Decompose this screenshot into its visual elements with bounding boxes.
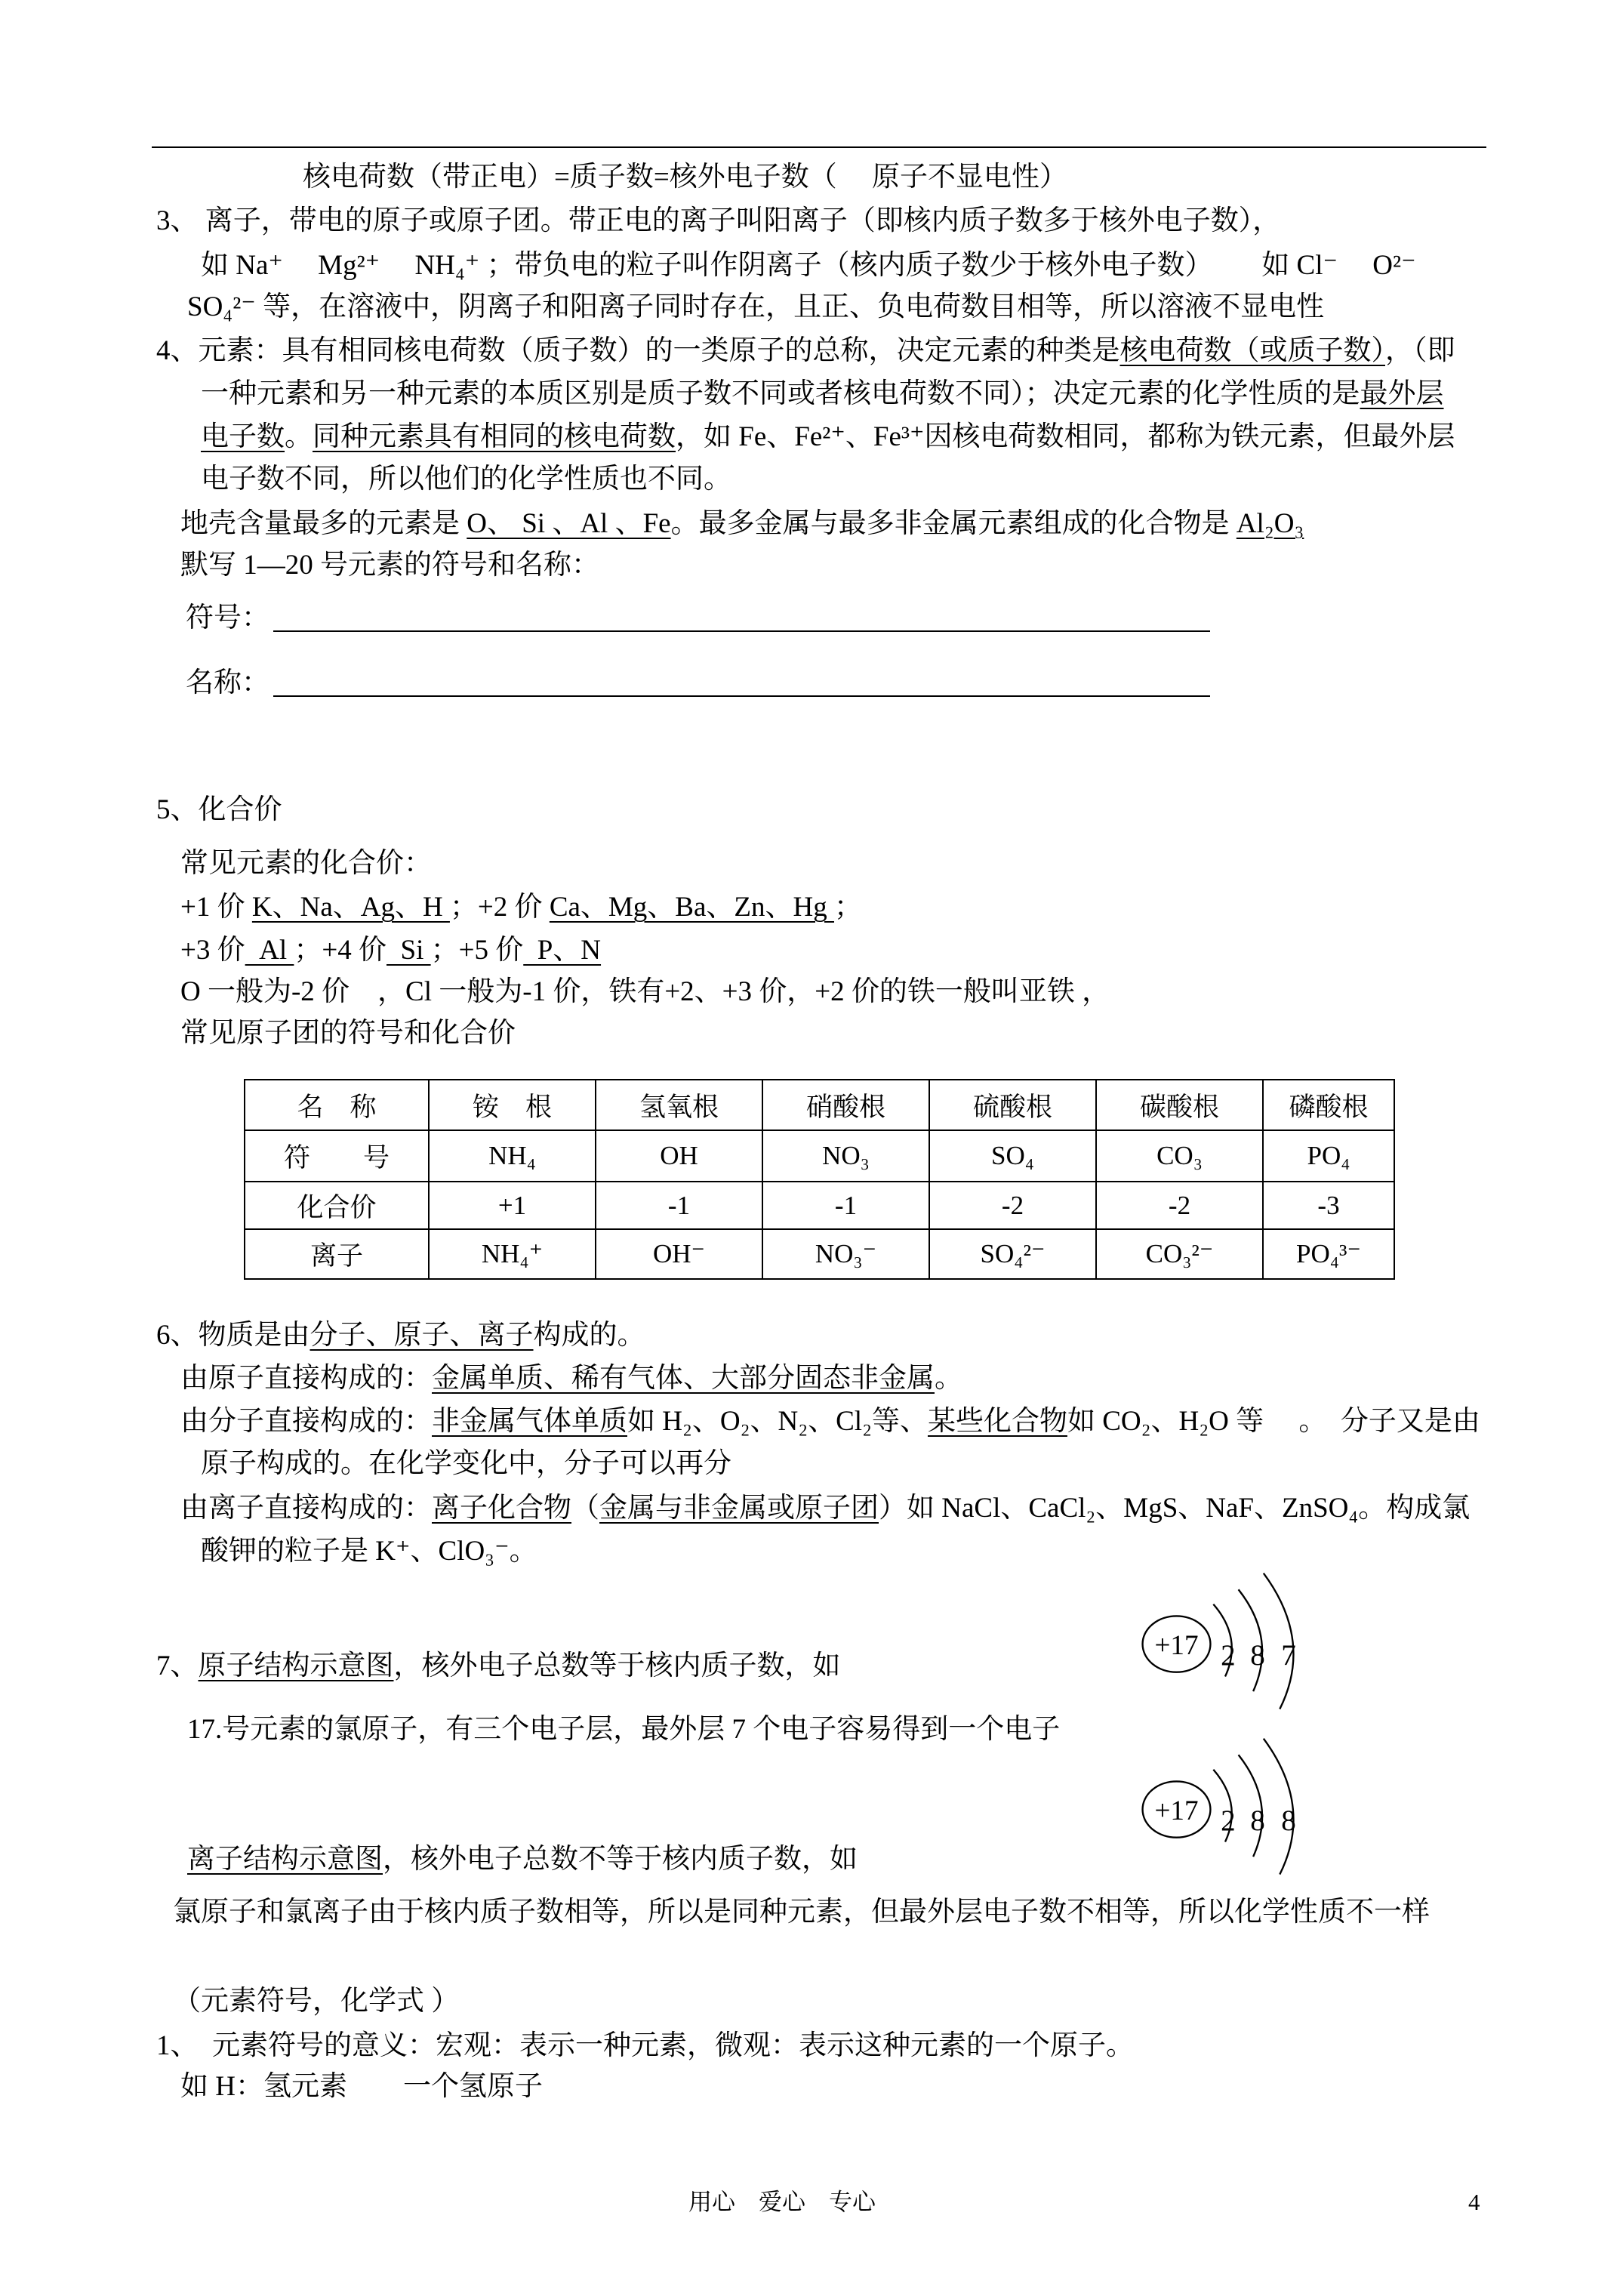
text-span: 如 CO₂、H₂O 等 。 分子又是由 [1067,1406,1480,1437]
underlined-term: K、Na、Ag、H [251,892,450,923]
text-span: 名称： [186,667,269,698]
name-fill-line [273,695,1210,697]
text-span: （ [571,1493,599,1524]
element-line-2 [201,378,1444,411]
ion-line-2 [201,249,1416,282]
ion-line-3 [187,291,1324,324]
underlined-term: 核电荷数（或质子数） [1119,335,1385,366]
element-line-3 [201,421,1455,454]
chlorine-atom-diagram [1122,1564,1329,1727]
page-number: 4 [1468,2189,1480,2215]
table-cell: SO₄²⁻ [929,1229,1096,1279]
chloride-ion-diagram [1122,1730,1329,1892]
table-cell: PO₄ [1263,1130,1394,1182]
structure-line-4 [173,1896,1430,1929]
underlined-term: Si [387,935,431,966]
valence-note [180,975,1110,1009]
text-span: ；+5 价 [430,935,524,966]
text-span: SO₄²⁻ 等，在溶液中，阴离子和阳离子同时存在，且正、负电荷数目相等，所以溶液不显电性 [187,291,1325,322]
element-line-1 [156,334,1455,368]
text-span: 如 Na⁺ Mg²⁺ NH₄⁺ ；带负电的粒子叫作阴离子（核内质子数少于核外电子数） 如 Cl⁻ O²⁻ [201,250,1416,281]
table-row-label: 符 号 [245,1130,429,1182]
text-span: 地壳含量最多的元素是 [180,508,467,539]
footer-motto: 用心 爱心 专心 [688,2189,876,2215]
shell-electron-count: 8 [1281,1804,1296,1837]
table-row-label: 化合价 [245,1182,429,1229]
text-span: ； [834,892,862,923]
table-header-cell: 硝酸根 [762,1080,929,1130]
table-row [245,1229,1394,1279]
nucleus-charge: +17 [1154,1630,1199,1662]
text-span: O 一般为-2 价 ，Cl 一般为-1 价，铁有+2、+3 价，+2 价的铁一般叫亚铁 ， [180,976,1110,1007]
underlined-term: 最外层 [1360,378,1444,409]
symbols-line-1 [156,2029,1134,2063]
text-span: 7、 [156,1650,199,1681]
text-span: 3、 离子，带电的原子或原子团。带正电的离子叫阳离子（即核内质子数多于核外电子数）， [156,205,1281,236]
valence-line-2 [180,934,601,967]
text-span: ；+2 价 [449,892,550,923]
table-cell: -1 [596,1182,762,1229]
structure-line-1 [156,1650,841,1683]
underlined-term: 金属与非金属或原子团 [599,1493,879,1524]
structure-line-3 [187,1843,858,1876]
table-row [245,1130,1394,1182]
table-row-label: 离子 [245,1229,429,1279]
text-span: 17.号元素的氯原子，有三个电子层，最外层 7 个电子容易得到一个电子 [187,1714,1061,1745]
underlined-term: 非金属气体单质 [432,1406,627,1437]
underlined-term: 离子结构示意图 [187,1844,383,1875]
shell-electron-count: 7 [1281,1638,1296,1672]
symbols-section-title [173,1985,459,2018]
underlined-term: 离子化合物 [432,1493,571,1524]
table-cell: NH₄⁺ [429,1229,596,1279]
text-span: ）如 NaCl、CaCl₂、MgS、NaF、ZnSO₄。构成氯 [879,1493,1471,1524]
text-span: 构成的。 [533,1320,645,1351]
text-span: ；+4 价 [294,935,387,966]
text-span: （元素符号，化学式 ） [173,1986,460,2017]
underlined-term: 电子数 [201,421,285,452]
shell-electron-count: 8 [1250,1638,1265,1672]
table-header-cell: 名 称 [245,1080,429,1130]
matter-line-5 [180,1492,1470,1525]
table-cell: PO₄³⁻ [1263,1229,1394,1279]
underlined-term: 同种元素具有相同的核电荷数 [313,421,676,452]
text-span: 1、 元素符号的意义：宏观：表示一种元素，微观：表示这种元素的一个原子。 [156,2030,1134,2061]
matter-line-2 [180,1362,962,1395]
table-cell: -2 [929,1182,1096,1229]
nuclear-charge-line [303,161,1067,194]
text-span: 符号： [186,603,269,633]
text-span: 。 [935,1363,962,1394]
text-span: 酸钾的粒子是 K⁺、ClO₃⁻。 [201,1536,537,1567]
text-span: +3 价 [180,935,245,966]
table-cell: NO₃⁻ [762,1229,929,1279]
table-header-row [245,1080,1394,1130]
text-span: 原子构成的。在化学变化中，分子可以再分 [201,1448,731,1479]
shell-electron-count: 8 [1250,1804,1265,1837]
text-span: 常见元素的化合价： [180,848,432,879]
table-cell: -1 [762,1182,929,1229]
table-header-cell: 氢氧根 [596,1080,762,1130]
table-cell: NH₄ [429,1130,596,1182]
table-header-cell: 硫酸根 [929,1080,1096,1130]
text-span: +1 价 [180,892,252,923]
text-span: 如 H₂、O₂、N₂、Cl₂等、 [627,1406,928,1437]
underlined-term: P、N [523,935,602,966]
text-span: 电子数不同，所以他们的化学性质也不同。 [201,464,731,495]
table-header-cell: 磷酸根 [1263,1080,1394,1130]
recite-instruction [180,549,599,582]
table-cell: SO₄ [929,1130,1096,1182]
matter-line-3 [180,1405,1480,1438]
table-cell: +1 [429,1182,596,1229]
underlined-term: Al₂O₃ [1236,508,1304,539]
table-header-cell: 碳酸根 [1096,1080,1263,1130]
text-span: 由原子直接构成的： [180,1363,432,1394]
table-cell: CO₃²⁻ [1096,1229,1263,1279]
text-span: ，核外电子总数等于核内质子数，如 [393,1650,841,1681]
underlined-term: 原子结构示意图 [198,1650,394,1681]
matter-line-6 [201,1535,537,1568]
table-cell: CO₃ [1096,1130,1263,1182]
matter-line-4 [201,1447,731,1481]
underlined-term: Al [245,935,294,966]
table-cell: -3 [1263,1182,1394,1229]
text-span: 6、物质是由 [156,1320,310,1351]
text-span: 。 [285,421,313,452]
crust-line [180,507,1304,541]
text-span: 核电荷数（带正电）=质子数=核外电子数（ 原子不显电性） [303,162,1067,193]
table-cell: -2 [1096,1182,1263,1229]
text-span: 。最多金属与最多非金属元素组成的化合物是 [670,508,1236,539]
underlined-term: 某些化合物 [927,1406,1067,1437]
underlined-term: 金属单质、稀有气体、大部分固态非金属 [432,1363,935,1394]
table-cell: NO₃ [762,1130,929,1182]
shell-electron-count: 2 [1221,1804,1236,1837]
text-span: 5、化合价 [156,794,282,825]
text-span: ，核外电子总数不等于核内质子数，如 [383,1844,858,1875]
text-span: 氯原子和氯离子由于核内质子数相等，所以是同种元素，但最外层电子数不相等，所以化学性质不一样 [173,1897,1430,1928]
underlined-term: Ca、Mg、Ba、Zn、Hg [549,892,834,923]
underlined-term: 分子、原子、离子 [310,1320,534,1351]
text-span: ，如 Fe、Fe²⁺、Fe³⁺因核电荷数相同，都称为铁元素，但最外层 [676,421,1455,452]
symbol-label [186,602,269,635]
text-span: 由离子直接构成的： [180,1493,432,1524]
text-span: 由分子直接构成的： [180,1406,432,1437]
structure-line-2 [187,1713,1060,1746]
table-header-cell: 铵 根 [429,1080,596,1130]
symbols-line-2 [180,2070,543,2103]
matter-line-1 [156,1319,645,1352]
nucleus-charge: +17 [1154,1795,1199,1827]
text-span: 如 H：氢元素 一个氢原子 [180,2071,543,2102]
valence-common [180,847,432,880]
name-label [186,667,269,700]
radical-groups-title [180,1017,516,1050]
shell-electron-count: 2 [1221,1638,1236,1672]
valence-line-1 [180,891,862,924]
table-cell: OH [596,1130,762,1182]
header-rule [152,146,1486,148]
element-line-4 [201,463,731,496]
ion-line-1 [156,205,1280,238]
text-span: 4、元素：具有相同核电荷数（质子数）的一类原子的总称，决定元素的种类是 [156,335,1120,366]
table-row [245,1182,1394,1229]
symbol-fill-line [273,630,1210,632]
text-span: 一种元素和另一种元素的本质区别是质子数不同或者核电荷数不同）；决定元素的化学性质的是 [201,378,1360,409]
radical-table [244,1079,1395,1280]
valence-title [156,794,282,827]
underlined-term: O、 Si 、Al 、Fe [467,508,671,539]
text-span: ，（即 [1385,335,1455,366]
table-cell: OH⁻ [596,1229,762,1279]
text-span: 默写 1—20 号元素的符号和名称： [180,550,599,581]
text-span: 常见原子团的符号和化合价 [180,1018,516,1049]
